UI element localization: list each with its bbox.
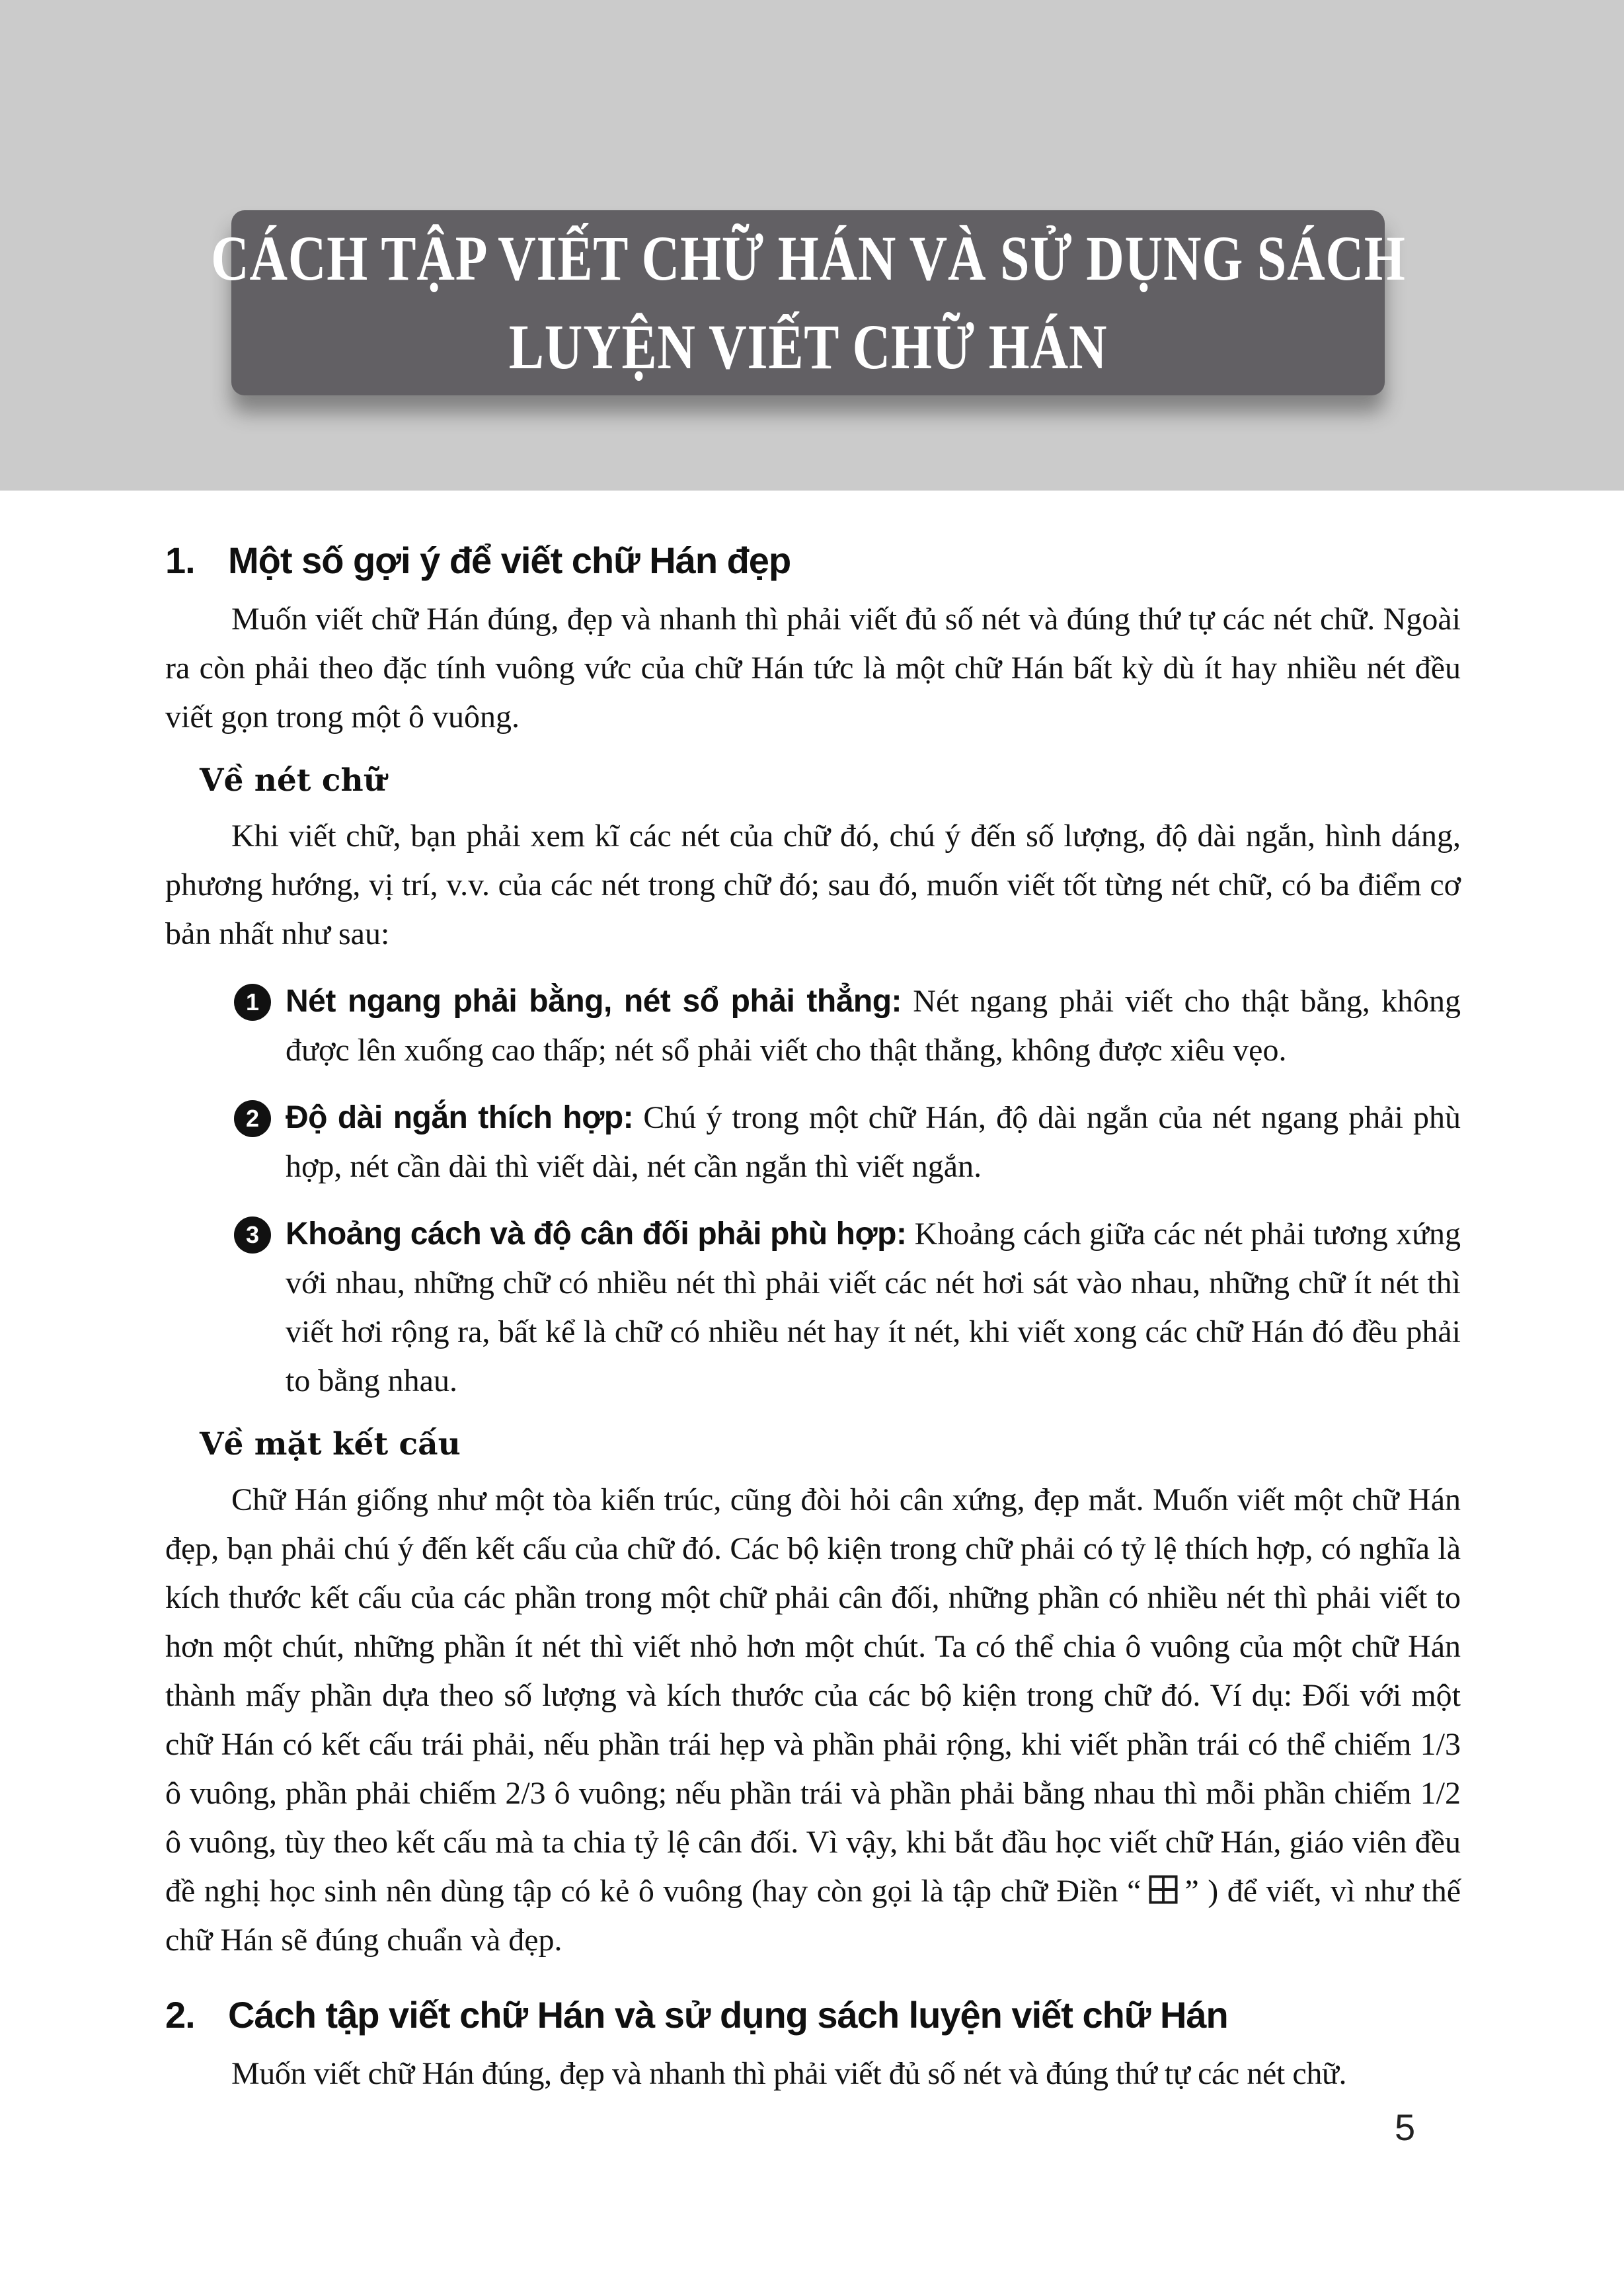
section-2-number: 2. xyxy=(165,1994,195,2036)
section-2-intro-paragraph: Muốn viết chữ Hán đúng, đẹp và nhanh thì phải viết đủ số nét và đúng thứ tự các nét chữ. xyxy=(231,2056,1347,2091)
point-3-label: Khoảng cách và độ cân đối phải phù hợp: xyxy=(286,1216,907,1252)
section-1-intro-paragraph: Muốn viết chữ Hán đúng, đẹp và nhanh thì phải viết đủ số nét và đúng thứ tự các nét chữ. Ngoài ra còn phải theo đặc tính vuông vức của chữ Hán tức là một chữ Hán bất kỳ dù ít hay nhiều nét đều viết gọn trong một ô vuông. xyxy=(165,602,1461,735)
page-number: 5 xyxy=(1395,2106,1416,2148)
circled-number-1-icon: 1 xyxy=(234,984,271,1021)
list-item xyxy=(165,1210,1461,1406)
section-2-title: Cách tập viết chữ Hán và sử dụng sách luyện viết chữ Hán xyxy=(228,1994,1228,2036)
list-item xyxy=(165,977,1461,1075)
structure-text-after: ” ) để viết, vì như thế chữ Hán sẽ đúng chuẩn và đẹp. xyxy=(165,1874,1461,1958)
chapter-title-line-1: CÁCH TẬP VIẾT CHỮ HÁN VÀ SỬ DỤNG SÁCH xyxy=(210,223,1406,294)
page-content xyxy=(165,491,1461,2098)
dien-character-glyph xyxy=(1148,1874,1179,1905)
section-2-heading xyxy=(165,1991,1461,2039)
point-1-label: Nét ngang phải bằng, nét sổ phải thẳng: xyxy=(286,984,902,1019)
list-item xyxy=(165,1094,1461,1191)
section-1-number: 1. xyxy=(165,539,195,581)
point-2-text xyxy=(286,1094,1461,1191)
point-1-body: Nét ngang phải viết cho thật bằng, không được lên xuống cao thấp; nét sổ phải viết cho thật thẳng, không được xiêu vẹo. xyxy=(286,984,1461,1068)
point-2-label: Độ dài ngắn thích hợp: xyxy=(286,1100,634,1135)
header-band xyxy=(0,0,1624,491)
structure-subheading: Về mặt kết cấu xyxy=(200,1426,461,1462)
point-3-body: Khoảng cách giữa các nét phải tương xứng với nhau, những chữ có nhiều nét thì phải viết các nét hơi sát vào nhau, những chữ ít nét thì viết hơi rộng ra, bất kể là chữ có nhiều nét hay ít nét, khi viết xong các chữ Hán đó đều phải to bằng nhau. xyxy=(286,1216,1461,1398)
chapter-title-box xyxy=(210,210,1406,395)
chapter-title-line-2: LUYỆN VIẾT CHỮ HÁN xyxy=(508,311,1108,382)
circled-number-2-icon: 2 xyxy=(234,1100,271,1137)
circled-number-3-icon: 3 xyxy=(234,1216,271,1254)
stroke-intro-paragraph: Khi viết chữ, bạn phải xem kĩ các nét của chữ đó, chú ý đến số lượng, độ dài ngắn, hình dáng, phương hướng, vị trí, v.v. của các nét trong chữ đó; sau đó, muốn viết tốt từng nét chữ, có ba điểm cơ bản nhất như sau: xyxy=(165,818,1461,951)
structure-paragraph xyxy=(165,1476,1461,1965)
section-1-heading xyxy=(165,537,1461,584)
point-2-body: Chú ý trong một chữ Hán, độ dài ngắn của nét ngang phải phù hợp, nét cần dài thì viết dài, nét cần ngắn thì viết ngắn. xyxy=(286,1100,1461,1184)
point-3-text xyxy=(286,1210,1461,1406)
point-1-text xyxy=(286,977,1461,1075)
section-1-title: Một số gợi ý để viết chữ Hán đẹp xyxy=(228,539,791,581)
stroke-subheading: Về nét chữ xyxy=(200,762,386,799)
structure-text-before: Chữ Hán giống như một tòa kiến trúc, cũng đòi hỏi cân xứng, đẹp mắt. Muốn viết một chữ Hán đẹp, bạn phải chú ý đến kết cấu của chữ đó. Các bộ kiện trong chữ phải có tỷ lệ thích hợp, có nghĩa là kích thước kết cấu của các phần trong một chữ phải cân đối, những phần có nhiều nét thì phải viết to hơn một chút, những phần ít nét thì viết nhỏ hơn một chút. Ta có thể chia ô vuông của một chữ Hán thành mấy phần dựa theo số lượng và kích thước của các bộ kiện trong chữ đó. Ví dụ: Đối với một chữ Hán có kết cấu trái phải, nếu phần trái hẹp và phần phải rộng, khi viết phần trái có thể chiếm 1/3 ô vuông, phần phải chiếm 2/3 ô vuông; nếu phần trái và phần phải bằng nhau thì mỗi phần chiếm 1/2 ô vuông, tùy theo kết cấu mà ta chia tỷ lệ cân đối. Vì vậy, khi bắt đầu học viết chữ Hán, giáo viên đều đề nghị học sinh nên dùng tập có kẻ ô vuông (hay còn gọi là tập chữ Điền “ xyxy=(165,1482,1461,1909)
